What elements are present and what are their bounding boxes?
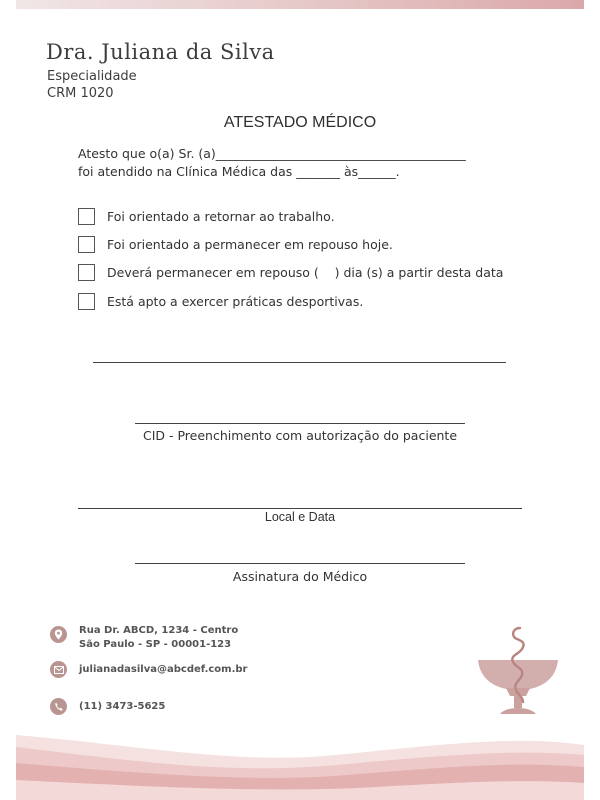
option-rest-today[interactable]: [78, 234, 393, 254]
signature-line[interactable]: [135, 563, 465, 564]
top-accent-bar: [16, 0, 584, 9]
checkbox[interactable]: [78, 264, 95, 281]
doctor-name: Dra. Juliana da Silva: [46, 40, 275, 64]
doctor-crm: CRM 1020: [47, 86, 114, 101]
pharmacy-bowl-serpent-icon: [476, 622, 560, 718]
address-line-1: Rua Dr. ABCD, 1234 - Centro: [79, 625, 239, 636]
checkbox[interactable]: [78, 236, 95, 253]
cid-line[interactable]: [135, 423, 465, 424]
local-date-caption: Local e Data: [264, 510, 336, 524]
attest-patient-line[interactable]: Atesto que o(a) Sr. (a)________________________________________: [78, 146, 466, 161]
address-line-2: São Paulo - SP - 00001-123: [79, 639, 232, 650]
option-label: Está apto a exercer práticas desportivas.: [107, 293, 364, 309]
phone-text[interactable]: (11) 3473-5625: [79, 701, 166, 712]
option-label: Foi orientado a retornar ao trabalho.: [107, 208, 335, 224]
signature-caption: Assinatura do Médico: [232, 569, 368, 584]
contact-email[interactable]: [50, 661, 247, 678]
local-date-line[interactable]: [78, 508, 522, 509]
option-return-to-work[interactable]: [78, 206, 335, 226]
option-label: Foi orientado a permanecer em repouso hoje.: [107, 236, 393, 252]
document-title: ATESTADO MÉDICO: [223, 114, 377, 131]
doctor-specialty: Especialidade: [47, 69, 137, 84]
checkbox[interactable]: [78, 208, 95, 225]
attest-time-line[interactable]: foi atendido na Clínica Médica das _______ às______.: [78, 164, 400, 179]
free-text-line[interactable]: [93, 362, 506, 363]
phone-icon: [50, 698, 67, 715]
location-pin-icon: [50, 626, 67, 643]
option-label: Deverá permanecer em repouso ( ) dia (s) a partir desta data: [107, 264, 504, 280]
contact-phone[interactable]: [50, 698, 165, 715]
email-text[interactable]: julianadasilva@abcdef.com.br: [79, 664, 248, 675]
contact-address: [50, 624, 238, 652]
decorative-waves: [16, 725, 584, 800]
cid-caption: CID - Preenchimento com autorização do paciente: [142, 428, 458, 443]
option-sports-fit[interactable]: [78, 291, 363, 311]
checkbox[interactable]: [78, 293, 95, 310]
prescription-page: [16, 0, 584, 800]
email-icon: [50, 661, 67, 678]
option-rest-days[interactable]: [78, 262, 503, 282]
